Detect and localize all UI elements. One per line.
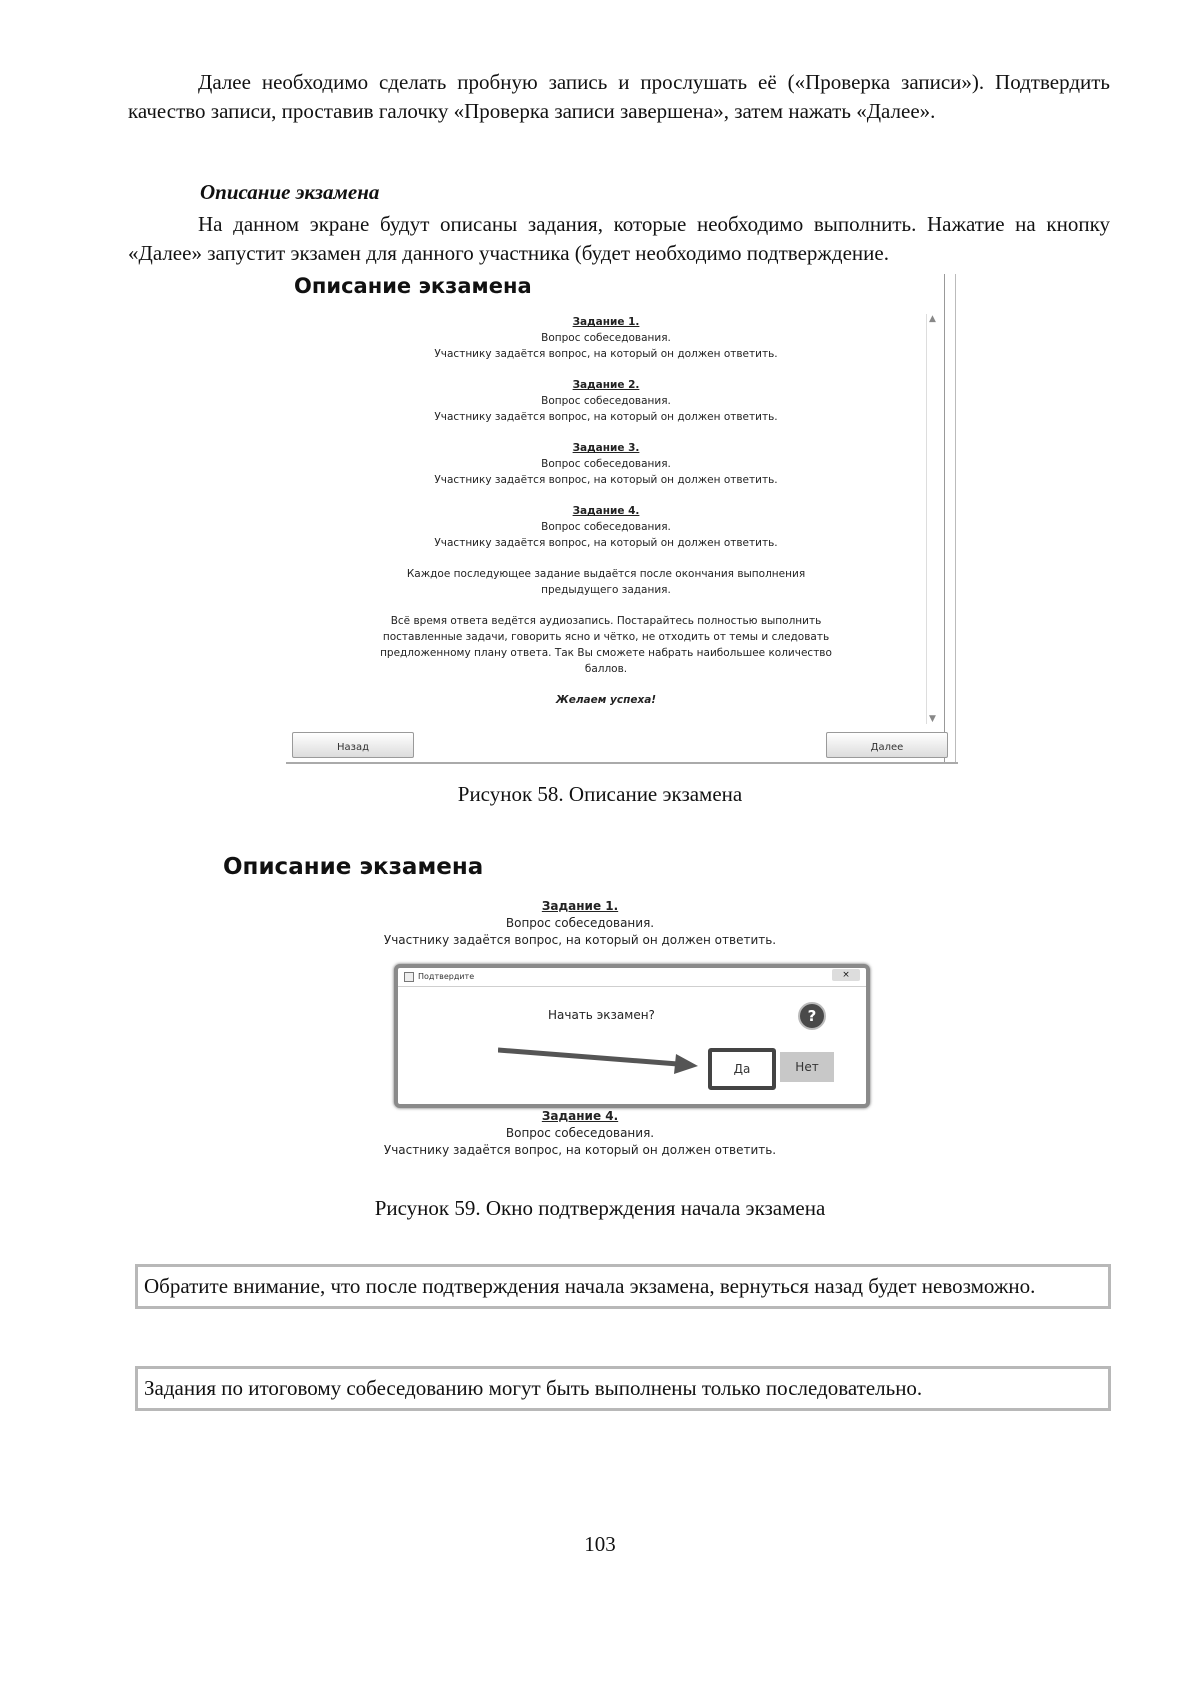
task-block <box>360 898 800 949</box>
yes-button[interactable]: Да <box>708 1048 776 1090</box>
figure-59-caption: Рисунок 59. Окно подтверждения начала экзамена <box>374 1196 826 1220</box>
task-type: Вопрос собеседования. <box>541 458 671 470</box>
close-icon[interactable]: × <box>832 969 860 981</box>
figure-59-screenshot <box>220 854 880 1164</box>
task-title: Задание 4. <box>572 505 640 517</box>
back-button[interactable]: Назад <box>292 732 414 758</box>
dialog-titlebar <box>398 968 866 987</box>
frame-border <box>286 762 958 764</box>
task-block <box>360 1108 800 1159</box>
dialog-question: Начать экзамен? <box>548 1008 655 1022</box>
dialog-title: Подтвердите <box>418 972 475 981</box>
help-icon: ? <box>798 1002 826 1030</box>
no-button[interactable]: Нет <box>780 1052 834 1082</box>
section-heading: Описание экзамена <box>200 180 380 204</box>
scrollbar[interactable] <box>926 314 941 724</box>
task-block <box>326 377 886 425</box>
scroll-down-icon[interactable]: ▼ <box>929 714 936 724</box>
figure-58-screenshot <box>286 274 962 766</box>
task-desc: Участнику задаётся вопрос, на который он должен ответить. <box>434 537 778 549</box>
note-box: Обратите внимание, что после подтверждения начала экзамена, вернуться назад будет невозможно. <box>135 1264 1111 1309</box>
confirm-dialog <box>394 964 870 1108</box>
task-title: Задание 1. <box>572 316 640 328</box>
task-block <box>326 314 886 362</box>
screen-title: Описание экзамена <box>223 854 484 880</box>
intro-paragraph: Далее необходимо сделать пробную запись и прослушать её («Проверка записи»). Подтвердить качество записи, проставив галочку «Проверка записи завершена», затем нажать «Далее». <box>128 70 1110 123</box>
task-type: Вопрос собеседования. <box>505 1126 655 1140</box>
task-title: Задание 4. <box>541 1109 619 1123</box>
task-title: Задание 3. <box>572 442 640 454</box>
task-desc: Участнику задаётся вопрос, на который он должен ответить. <box>434 348 778 360</box>
section-paragraph: На данном экране будут описаны задания, которые необходимо выполнить. Нажатие на кнопку «Далее» запустит экзамен для данного участника (будет необходимо подтверждение. <box>128 212 1110 265</box>
task-type: Вопрос собеседования. <box>505 916 655 930</box>
task-block <box>326 440 886 488</box>
page-number: 103 <box>584 1532 616 1556</box>
task-desc: Участнику задаётся вопрос, на который он должен ответить. <box>383 933 777 947</box>
exam-description <box>326 314 886 708</box>
next-button[interactable]: Далее <box>826 732 948 758</box>
audio-note: Всё время ответа ведётся аудиозапись. Постарайтесь полностью выполнить поставленные задачи, говорить ясно и чётко, не отходить от темы и следовать предложенному плану ответа. Так Вы сможете набрать наибольшее количество баллов. <box>380 615 832 675</box>
task-desc: Участнику задаётся вопрос, на который он должен ответить. <box>434 411 778 423</box>
frame-border <box>944 274 945 762</box>
scroll-up-icon[interactable]: ▲ <box>929 314 936 324</box>
task-desc: Участнику задаётся вопрос, на который он должен ответить. <box>434 474 778 486</box>
task-type: Вопрос собеседования. <box>541 521 671 533</box>
task-type: Вопрос собеседования. <box>541 395 671 407</box>
arrow-icon <box>498 1044 703 1074</box>
screen-title: Описание экзамена <box>294 274 532 298</box>
note-box: Задания по итоговому собеседованию могут быть выполнены только последовательно. <box>135 1366 1111 1411</box>
task-desc: Участнику задаётся вопрос, на который он должен ответить. <box>383 1143 777 1157</box>
wish-text: Желаем успеха! <box>555 694 657 706</box>
task-title: Задание 1. <box>541 899 619 913</box>
task-block <box>326 503 886 551</box>
frame-border <box>955 274 956 764</box>
figure-58-caption: Рисунок 58. Описание экзамена <box>457 782 743 806</box>
sequence-note: Каждое последующее задание выдаётся после окончания выполнения предыдущего задания. <box>406 568 806 596</box>
window-icon <box>404 972 414 982</box>
task-type: Вопрос собеседования. <box>541 332 671 344</box>
task-title: Задание 2. <box>572 379 640 391</box>
